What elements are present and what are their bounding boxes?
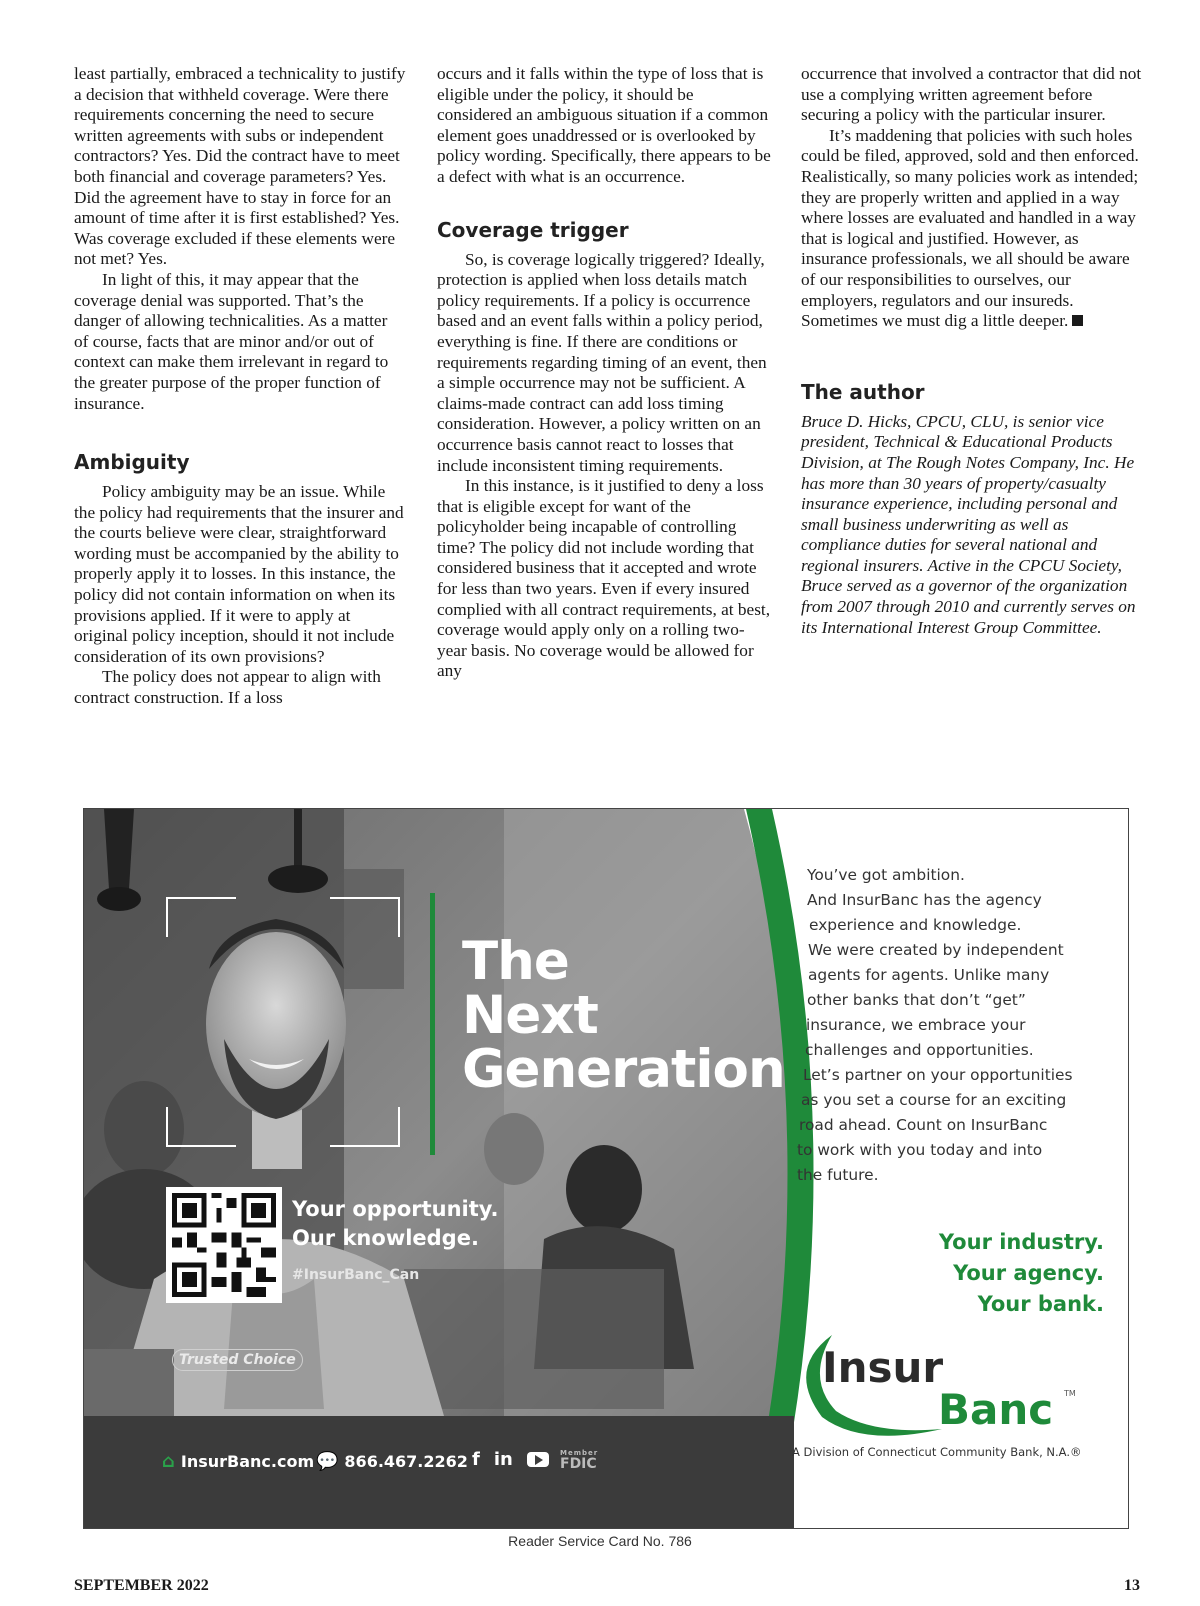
ad-hashtag: #InsurBanc_Can <box>292 1267 420 1283</box>
reader-service-card: Reader Service Card No. 786 <box>508 1533 692 1549</box>
section-heading-author: The author <box>801 379 925 404</box>
ad-contact-bar <box>84 1416 794 1528</box>
paragraph: occurrence that involved a contractor that did not use a complying written agreement before securing a policy with the particular insurer. <box>801 64 1142 125</box>
paragraph: In this instance, is it justified to deny a loss that is eligible except for want of the policyholder being incapable of controlling time? The policy did not include wording that considered business that it accepted and wrote for less than two years. Even if every insured complied with all contract requirements, at best, coverage would apply only on a rolling two-year basis. No coverage would be allowed for any <box>437 476 771 681</box>
paragraph: Policy ambiguity may be an issue. While the policy had requirements that the insurer and the courts believe were clear, straightforward wording must be accompanied by the ability to properly apply it to losses. In this instance, the policy did not contain information on when its provisions applied. If it were to apply at original policy inception, should it not include consideration of its own provisions? <box>74 482 404 666</box>
end-mark-icon <box>1072 315 1083 326</box>
logo-banc-text: Banc <box>938 1385 1054 1434</box>
social-links <box>472 1449 549 1470</box>
copy-line: other banks that don’t “get” <box>807 991 1026 1009</box>
ad-slogan <box>939 1227 1104 1320</box>
logo-insur-text: Insur <box>822 1343 944 1392</box>
trademark-mark: TM <box>1064 1389 1076 1398</box>
article-column-1 <box>74 64 406 709</box>
copy-line: experience and knowledge. <box>809 916 1022 934</box>
slogan-line: Your industry. <box>938 1230 1104 1254</box>
copy-line: to work with you today and into <box>797 1141 1043 1159</box>
tagline-line: Our knowledge. <box>292 1226 479 1250</box>
trusted-choice-logo: Trusted Choice <box>172 1349 303 1371</box>
qr-code-icon <box>172 1193 276 1297</box>
copy-line: challenges and opportunities. <box>805 1041 1034 1059</box>
paragraph <box>801 126 1145 332</box>
headline-line: The <box>462 931 569 992</box>
youtube-icon[interactable] <box>527 1452 549 1467</box>
headline-line: Next <box>462 985 598 1046</box>
copy-line: insurance, we embrace your <box>806 1016 1026 1034</box>
fdic-logo <box>560 1450 598 1471</box>
slogan-line: Your agency. <box>953 1261 1104 1285</box>
copy-line: Let’s partner on your opportunities <box>803 1066 1073 1084</box>
paragraph: occurs and it falls within the type of loss that is eligible under the policy, it should be considered an ambiguous situation if a common element goes unaddressed or is overlooked by policy wording. Specifically, there appears to be a defect with what is an occurrence. <box>437 64 771 186</box>
website-link[interactable] <box>162 1451 314 1472</box>
copy-line: the future. <box>797 1166 879 1184</box>
focus-frame-icon <box>166 897 400 1147</box>
website-text: InsurBanc.com <box>180 1452 315 1471</box>
copy-line: You’ve got ambition. <box>807 866 965 884</box>
paragraph: In light of this, it may appear that the coverage denial was supported. That’s the danger of allowing technicalities. As a matter of course, facts that are minor and/or out of context can make them irrelevant in regard to the greater purpose of the proper function of insurance. <box>74 269 389 413</box>
fdic-text: FDIC <box>560 1456 597 1472</box>
ad-headline <box>462 931 785 1100</box>
tagline-line: Your opportunity. <box>292 1197 499 1221</box>
footer-page-number: 13 <box>1124 1577 1140 1594</box>
ad-division-text: A Division of Connecticut Community Bank, N.A.® <box>792 1445 1082 1459</box>
chat-icon: 💬 <box>316 1451 339 1472</box>
paragraph: So, is coverage logically triggered? Ideally, protection is applied when loss details match policy requirements. If a policy is occurrence based and an event falls within a policy period, everything is fine. If there are conditions or requirements regarding timing of an event, then a simple occurrence may not be sufficient. A claims-made contract can add loss timing consideration. However, a policy written on an occurrence basis cannot react to losses that include inconsistent timing requirements. <box>437 249 767 475</box>
section-heading-ambiguity: Ambiguity <box>74 450 190 475</box>
home-icon: ⌂ <box>162 1451 175 1472</box>
copy-line: We were created by independent <box>808 941 1064 959</box>
section-heading-coverage-trigger: Coverage trigger <box>437 217 629 242</box>
phone-text: 866.467.2262 <box>344 1452 468 1471</box>
article-column-3 <box>801 64 1145 638</box>
paragraph: least partially, embraced a technicality to justify a decision that withheld coverage. Were there requirements concerning the need to secure written agreements with subs or independent contractors? Yes. Did the contract have to meet both financial and coverage parameters? Yes. Did the agreement have to stay in force for an amount of time after it is first established? Yes. Was coverage excluded if these elements were not met? Yes. <box>74 64 406 269</box>
insurbanc-advertisement <box>83 808 1129 1529</box>
headline-line: Generation <box>462 1039 785 1100</box>
footer-issue-date: SEPTEMBER 2022 <box>74 1577 209 1594</box>
paragraph: The policy does not appear to align with contract construction. If a loss <box>74 667 381 708</box>
insurbanc-logo <box>792 1329 1092 1439</box>
facebook-icon[interactable]: f <box>472 1449 480 1470</box>
author-bio: Bruce D. Hicks, CPCU, CLU, is senior vice president, Technical & Educational Products Division, at The Rough Notes Company, Inc. He has more than 30 years of property/casualty insurance experience, including personal and small business underwriting as well as compliance duties for several national and regional insurers. Active in the CPCU Society, Bruce served as a governor of the organization from 2007 through 2010 and currently serves on its International Interest Group Committee. <box>801 411 1136 637</box>
copy-line: road ahead. Count on InsurBanc <box>799 1116 1048 1134</box>
paragraph-text: It’s maddening that policies with such holes could be filed, approved, sold and then enforced. Realistically, so many policies work as intended; they are properly written and applied in a way where losses are evaluated and handled in a way that is logical and justified. However, as insurance professionals, we all should be aware of our responsibilities to ourselves, our employers, regulators and our insureds. Sometimes we must dig a little deeper. <box>801 125 1139 331</box>
ad-tagline <box>292 1195 499 1253</box>
linkedin-icon[interactable]: in <box>493 1449 513 1470</box>
phone-link[interactable] <box>316 1451 468 1472</box>
copy-line: And InsurBanc has the agency <box>807 891 1042 909</box>
copy-line: agents for agents. Unlike many <box>808 966 1050 984</box>
fdic-member-text: Member <box>560 1449 599 1457</box>
slogan-line: Your bank. <box>977 1292 1104 1316</box>
qr-code[interactable] <box>166 1187 282 1303</box>
copy-line: as you set a course for an exciting <box>801 1091 1067 1109</box>
ad-body-copy <box>797 863 1087 1188</box>
headline-accent-bar <box>430 893 435 1155</box>
article-column-2 <box>437 64 771 682</box>
